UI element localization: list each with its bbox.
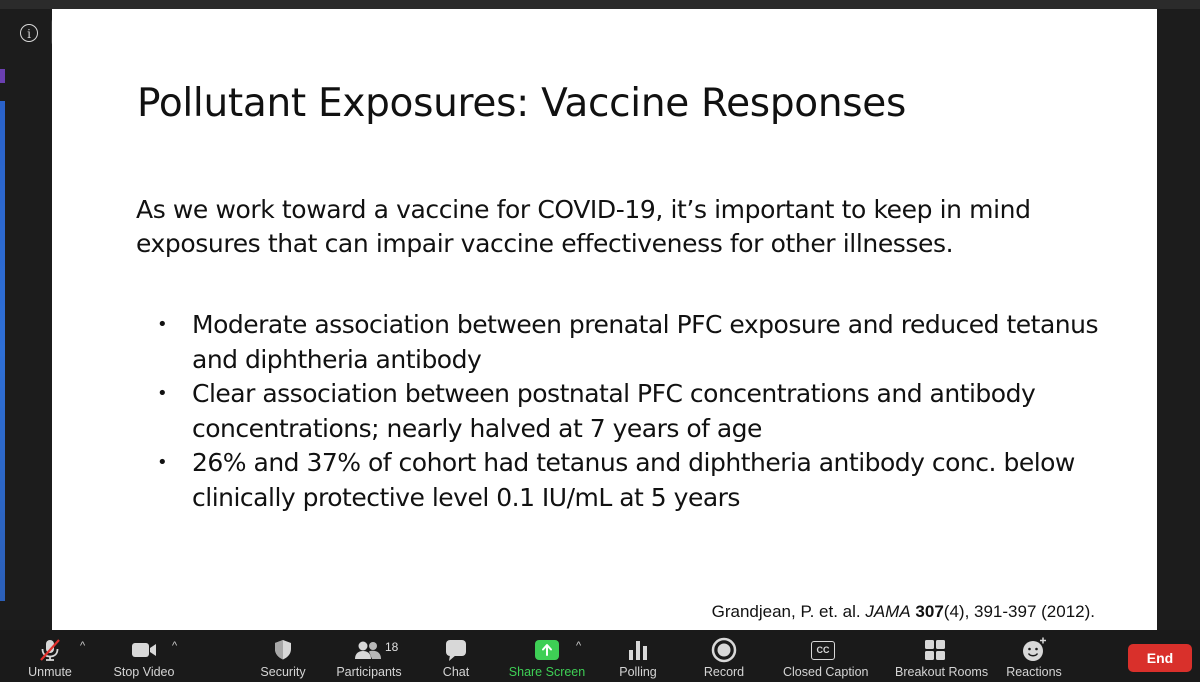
closed-caption-label: Closed Caption <box>783 665 869 679</box>
meeting-toolbar <box>0 630 1200 682</box>
record-button[interactable] <box>704 630 744 682</box>
window-top-bar <box>0 0 1200 9</box>
left-gallery-strip <box>0 9 52 630</box>
slide-bullet-list <box>144 308 1104 515</box>
bullet-item <box>144 308 1104 377</box>
security-label: Security <box>260 665 306 679</box>
security-button[interactable] <box>260 630 306 682</box>
right-gallery-strip <box>1157 9 1200 630</box>
breakout-rooms-button[interactable] <box>895 630 989 682</box>
participant-count-badge: 18 <box>385 640 399 654</box>
polling-label: Polling <box>619 665 657 679</box>
shield-icon <box>263 636 303 664</box>
citation-authors: Grandjean, P. et. al. <box>711 602 866 621</box>
window-edge-accent <box>0 101 5 601</box>
video-camera-icon <box>124 636 164 664</box>
participants-icon <box>349 636 389 664</box>
bullet-item <box>144 377 1104 446</box>
unmute-label: Unmute <box>28 665 72 679</box>
breakout-rooms-label: Breakout Rooms <box>895 665 989 679</box>
reactions-button[interactable] <box>1006 630 1062 682</box>
window-edge-accent <box>0 69 5 83</box>
share-options-caret[interactable]: ^ <box>576 640 582 652</box>
slide-intro-text: As we work toward a vaccine for COVID-19, it’s important to keep in mind exposures that can impair vaccine effectiveness for other illnesses. <box>136 195 1031 258</box>
bullet-text: Moderate association between prenatal PFC exposure and reduced tetanus and diphtheria antibody <box>192 310 1099 374</box>
stop-video-label: Stop Video <box>113 665 175 679</box>
info-icon[interactable]: i <box>20 24 38 42</box>
citation-volume: 307 <box>915 602 944 621</box>
smiley-plus-icon <box>1014 636 1054 664</box>
slide-citation <box>712 602 1095 622</box>
end-meeting-button[interactable]: End <box>1128 644 1192 672</box>
closed-caption-button[interactable] <box>783 630 869 682</box>
chat-label: Chat <box>442 665 470 679</box>
bullet-dot: • <box>157 452 168 473</box>
participants-label: Participants <box>336 665 402 679</box>
share-screen-icon <box>527 636 567 664</box>
bullet-text: Clear association between postnatal PFC concentrations and antibody concentrations; nearly halved at 7 years of age <box>192 379 1036 443</box>
chat-bubble-icon <box>436 636 476 664</box>
bullet-text: 26% and 37% of cohort had tetanus and diphtheria antibody conc. below clinically protective level 0.1 IU/mL at 5 years <box>192 448 1075 512</box>
chat-button[interactable] <box>436 630 476 682</box>
microphone-muted-icon <box>30 636 70 664</box>
closed-caption-icon <box>803 636 843 664</box>
bullet-dot: • <box>157 383 168 404</box>
polling-button[interactable] <box>618 630 658 682</box>
cc-badge: CC <box>811 641 835 660</box>
stop-video-button[interactable] <box>113 630 175 682</box>
video-options-caret[interactable]: ^ <box>172 640 178 652</box>
citation-journal: JAMA <box>865 602 911 621</box>
slide-title: Pollutant Exposures: Vaccine Responses <box>137 81 906 126</box>
bullet-dot: • <box>157 314 168 335</box>
reactions-label: Reactions <box>1006 665 1062 679</box>
audio-options-caret[interactable]: ^ <box>80 640 86 652</box>
unmute-button[interactable] <box>30 630 70 682</box>
share-screen-label: Share Screen <box>508 665 586 679</box>
polling-bar-chart-icon <box>618 636 658 664</box>
shared-slide <box>52 9 1157 630</box>
citation-rest: (4), 391-397 (2012). <box>943 602 1095 621</box>
bullet-item <box>144 446 1104 515</box>
share-screen-button[interactable] <box>508 630 586 682</box>
record-label: Record <box>703 665 745 679</box>
record-icon <box>704 636 744 664</box>
breakout-rooms-grid-icon <box>915 636 955 664</box>
